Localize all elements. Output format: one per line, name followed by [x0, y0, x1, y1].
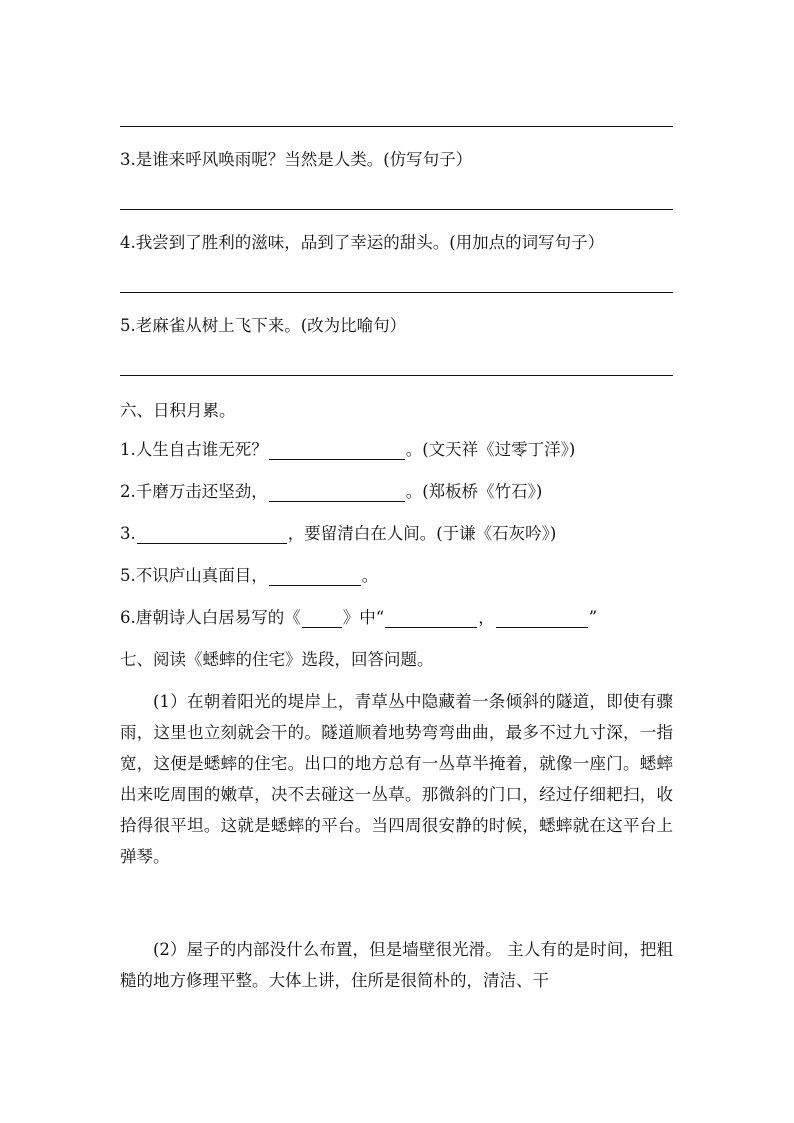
poem-6-mid2: ，: [478, 608, 495, 627]
poem-6-title-blank[interactable]: [302, 610, 342, 628]
answer-line-q3[interactable]: [120, 209, 673, 210]
poem-item-2: [120, 482, 680, 502]
poem-2-suffix: 。(郑板桥《竹石》): [405, 482, 543, 501]
answer-line-q4[interactable]: [120, 292, 673, 293]
reading-paragraph-2: [120, 934, 673, 996]
question-4: [120, 233, 680, 253]
poem-6-line2-blank[interactable]: [496, 610, 588, 628]
reading-paragraph-2-text: (2）屋子的内部没什么布置，但是墙壁很光滑。 主人有的是时间，把粗糙的地方修理平整。大体上讲，住所是很简朴的，清洁、干: [120, 940, 673, 990]
section-7-title: [120, 650, 680, 670]
answer-line-q5[interactable]: [120, 375, 673, 376]
poem-3-suffix: ，要留清白在人间。(于谦《石灰吟》): [287, 524, 557, 543]
poem-6-mid1: 》中“: [342, 608, 385, 627]
question-3: [120, 150, 680, 170]
question-3-text: 3.是谁来呼风唤雨呢？当然是人类。(仿写句子）: [120, 150, 473, 169]
poem-2-prefix: 2.千磨万击还坚劲，: [120, 482, 268, 501]
question-4-text: 4.我尝到了胜利的滋味，品到了幸运的甜头。(用加点的词写句子）: [120, 233, 605, 252]
poem-3-blank[interactable]: [137, 526, 287, 544]
poem-6-prefix: 6.唐朝诗人白居易写的《: [120, 608, 301, 627]
poem-5-prefix: 5.不识庐山真面目，: [120, 566, 268, 585]
reading-paragraph-1-text: (1）在朝着阳光的堤岸上，青草丛中隐藏着一条倾斜的隧道，即使有骤雨，这里也立刻就会干的。隧道顺着地势弯弯曲曲，最多不过九寸深，一指宽，这便是蟋蟀的住宅。出口的地方总有一丛草半掩着，就像一座门。蟋蟀出来吃周围的嫩草，决不去碰这一丛草。那微斜的门口，经过仔细耙扫，收拾得很平坦。这就是蟋蟀的平台。当四周很安静的时候，蟋蟀就在这平台上弹琴。: [120, 692, 673, 866]
poem-item-1: [120, 440, 680, 460]
poem-5-suffix: 。: [361, 566, 379, 585]
poem-5-blank[interactable]: [269, 568, 361, 586]
answer-line-q2[interactable]: [120, 126, 673, 127]
poem-2-blank[interactable]: [269, 484, 405, 502]
section-6-title: [120, 401, 680, 421]
reading-paragraph-1: [120, 686, 673, 872]
poem-1-suffix: 。(文天祥《过零丁洋》): [405, 440, 576, 459]
poem-item-5: [120, 566, 680, 586]
section-7-title-text: 七、阅读《蟋蟀的住宅》选段，回答问题。: [120, 650, 434, 669]
question-5-text: 5.老麻雀从树上飞下来。(改为比喻句）: [120, 316, 407, 335]
poem-6-suffix: ”: [588, 608, 598, 627]
question-5: [120, 316, 680, 336]
poem-6-line1-blank[interactable]: [385, 610, 477, 628]
poem-1-blank[interactable]: [269, 442, 405, 460]
poem-item-3: [120, 524, 680, 544]
section-6-title-text: 六、日积月累。: [120, 401, 236, 420]
poem-1-prefix: 1.人生自古谁无死？: [120, 440, 268, 459]
poem-3-prefix: 3.: [120, 524, 136, 543]
poem-item-6: [120, 608, 680, 628]
